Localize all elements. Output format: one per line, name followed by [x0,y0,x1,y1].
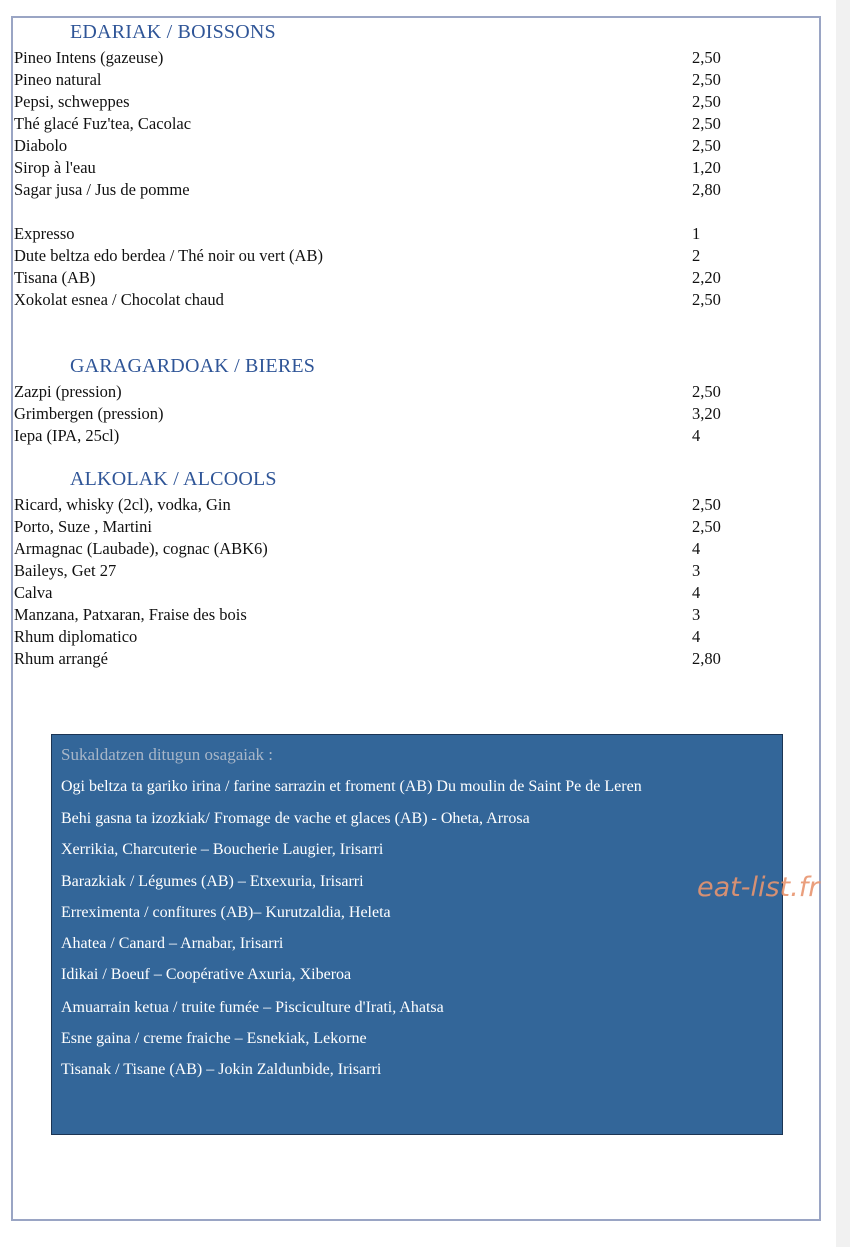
menu-item [14,267,774,289]
item-price: 4 [692,627,701,646]
item-name: Sirop à l'eau [14,158,96,177]
watermark: eat-list.fr [697,872,820,903]
menu-item [14,648,774,670]
item-price: 2,80 [692,180,721,199]
supplier-line: Tisanak / Tisane (AB) – Jokin Zaldunbide, Irisarri [61,1061,382,1078]
item-name: Baileys, Get 27 [14,561,117,580]
item-name: Grimbergen (pression) [14,404,164,423]
menu-item [14,113,774,135]
item-name: Zazpi (pression) [14,382,122,401]
item-price: 2,50 [692,495,721,514]
menu-item [14,403,774,425]
section-title-bieres: GARAGARDOAK / BIERES [70,355,316,377]
menu-item [14,47,774,69]
item-price: 4 [692,583,701,602]
supplier-line: Erreximenta / confitures (AB)– Kurutzaldia, Heleta [61,904,391,921]
supplier-line: Ogi beltza ta gariko irina / farine sarrazin et froment (AB) Du moulin de Saint Pe de Leren [61,778,642,795]
item-name: Ricard, whisky (2cl), vodka, Gin [14,495,231,514]
item-price: 2,50 [692,136,721,155]
item-name: Iepa (IPA, 25cl) [14,426,120,445]
supplier-line: Behi gasna ta izozkiak/ Fromage de vache et glaces (AB) - Oheta, Arrosa [61,810,530,827]
section-title-alcools: ALKOLAK / ALCOOLS [70,468,277,490]
item-name: Dute beltza edo berdea / Thé noir ou vert (AB) [14,246,323,265]
item-price: 2,20 [692,268,721,287]
item-price: 2,50 [692,70,721,89]
item-name: Pineo Intens (gazeuse) [14,48,164,67]
item-name: Xokolat esnea / Chocolat chaud [14,290,224,309]
item-price: 4 [692,539,701,558]
menu-item [14,538,774,560]
item-name: Manzana, Patxaran, Fraise des bois [14,605,247,624]
item-price: 3 [692,605,701,624]
menu-item [14,179,774,201]
item-name: Rhum diplomatico [14,627,138,646]
item-price: 2,50 [692,290,721,309]
menu-item [14,69,774,91]
menu-item [14,245,774,267]
supplier-line: Amuarrain ketua / truite fumée – Pisciculture d'Irati, Ahatsa [61,999,444,1016]
item-price: 3,20 [692,404,721,423]
menu-item [14,626,774,648]
menu-item [14,494,774,516]
menu-item [14,135,774,157]
item-name: Expresso [14,224,75,243]
item-price: 3 [692,561,701,580]
item-name: Calva [14,583,53,602]
menu-item [14,381,774,403]
item-name: Thé glacé Fuz'tea, Cacolac [14,114,192,133]
item-price: 1 [692,224,701,243]
item-name: Pepsi, schweppes [14,92,130,111]
menu-item [14,604,774,626]
menu-item [14,582,774,604]
item-name: Tisana (AB) [14,268,96,287]
supplier-line: Idikai / Boeuf – Coopérative Axuria, Xiberoa [61,966,352,983]
item-price: 2,50 [692,382,721,401]
menu-item [14,157,774,179]
item-name: Armagnac (Laubade), cognac (ABK6) [14,539,268,558]
item-price: 2,80 [692,649,721,668]
menu-item [14,516,774,538]
item-name: Diabolo [14,136,68,155]
page-edge-strip [836,0,850,1247]
item-name: Sagar jusa / Jus de pomme [14,180,190,199]
item-price: 2 [692,246,701,265]
menu-item [14,289,774,311]
item-name: Porto, Suze , Martini [14,517,152,536]
item-price: 2,50 [692,114,721,133]
item-price: 2,50 [692,48,721,67]
menu-item [14,223,774,245]
item-name: Pineo natural [14,70,102,89]
suppliers-title: Sukaldatzen ditugun osagaiak : [61,745,273,764]
menu-item [14,91,774,113]
item-price: 2,50 [692,92,721,111]
supplier-line: Esne gaina / creme fraiche – Esnekiak, Lekorne [61,1030,367,1047]
section-title-boissons: EDARIAK / BOISSONS [70,21,276,43]
supplier-line: Xerrikia, Charcuterie – Boucherie Laugier, Irisarri [61,841,384,858]
menu-item [14,425,774,447]
suppliers-box [51,734,783,1135]
supplier-line: Ahatea / Canard – Arnabar, Irisarri [61,935,284,952]
item-price: 2,50 [692,517,721,536]
item-name: Rhum arrangé [14,649,108,668]
menu-item [14,560,774,582]
supplier-line: Barazkiak / Légumes (AB) – Etxexuria, Irisarri [61,873,364,890]
item-price: 1,20 [692,158,721,177]
item-price: 4 [692,426,701,445]
